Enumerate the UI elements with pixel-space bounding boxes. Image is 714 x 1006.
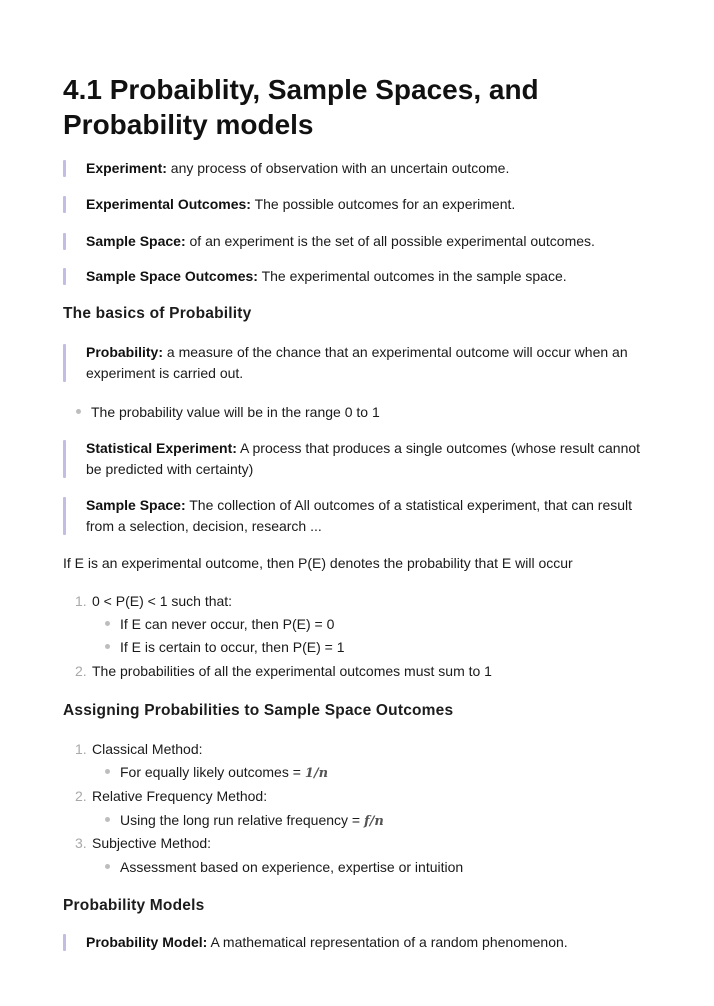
definition-term: Statistical Experiment:	[86, 440, 237, 456]
list-text: 0 < P(E) < 1 such that:	[92, 593, 233, 609]
definition-text: a measure of the chance that an experimental outcome will occur when an experiment is carried out.	[86, 344, 628, 381]
definition-term: Probability Model:	[86, 934, 208, 950]
intro-paragraph: If E is an experimental outcome, then P(E) denotes the probability that E will occur	[63, 555, 573, 571]
quote-bar	[63, 233, 66, 250]
sub-bullet	[105, 857, 463, 877]
list-text: Relative Frequency Method:	[92, 788, 268, 804]
bullet-text: Using the long run relative frequency =	[120, 812, 364, 828]
sub-bullet	[105, 762, 328, 784]
section-heading-models: Probability Models	[63, 897, 205, 914]
list-item	[75, 661, 492, 681]
bullet-dot	[105, 817, 110, 822]
definition-text: A process that produces a single outcomes (whose result cannot be predicted with certainty)	[86, 440, 641, 477]
list-item	[75, 833, 211, 853]
list-number: 1.	[75, 741, 87, 757]
definition-sample-space	[63, 231, 663, 252]
bullet-text: If E can never occur, then P(E) = 0	[120, 616, 335, 632]
page-title: 4.1 Probaiblity, Sample Spaces, and Probability models	[63, 74, 539, 140]
definition-probability-model	[63, 932, 663, 953]
definition-text: any process of observation with an uncertain outcome.	[166, 160, 510, 176]
bullet-dot	[76, 409, 81, 414]
math-formula: 1/n	[304, 766, 329, 781]
list-number: 2.	[75, 788, 87, 804]
bullet-text: For equally likely outcomes =	[120, 764, 305, 780]
list-text: Subjective Method:	[92, 835, 212, 851]
list-number: 3.	[75, 835, 87, 851]
bullet-text: If E is certain to occur, then P(E) = 1	[120, 639, 345, 655]
sub-bullet	[105, 614, 334, 634]
list-number: 1.	[75, 593, 87, 609]
definition-text: The collection of All outcomes of a statistical experiment, that can result from a selection, decision, research ...	[86, 497, 633, 534]
definition-term: Sample Space Outcomes:	[86, 268, 258, 284]
quote-bar	[63, 160, 66, 177]
list-item	[75, 739, 203, 759]
definition-experiment	[63, 158, 663, 179]
bullet-dot	[105, 864, 110, 869]
list-text: Classical Method:	[92, 741, 203, 757]
definition-probability	[63, 342, 653, 384]
quote-bar	[63, 934, 66, 951]
section-heading-assigning: Assigning Probabilities to Sample Space Outcomes	[63, 702, 454, 719]
list-text: The probabilities of all the experimental outcomes must sum to 1	[92, 663, 492, 679]
bullet-text: The probability value will be in the range 0 to 1	[91, 404, 380, 420]
section-heading-basics: The basics of Probability	[63, 305, 252, 322]
bullet-dot	[105, 621, 110, 626]
list-number: 2.	[75, 663, 87, 679]
bullet-dot	[105, 769, 110, 774]
sub-bullet	[105, 810, 384, 832]
definition-experimental-outcomes	[63, 194, 663, 215]
definition-sample-space-collection	[63, 495, 663, 537]
definition-sample-space-outcomes	[63, 266, 663, 287]
definition-term: Experiment:	[86, 160, 167, 176]
sub-bullet	[105, 637, 345, 657]
list-item	[75, 591, 232, 611]
bullet-text: Assessment based on experience, expertise or intuition	[120, 859, 464, 875]
definition-text: A mathematical representation of a random phenomenon.	[207, 934, 568, 950]
definition-term: Probability:	[86, 344, 164, 360]
math-formula: f/n	[363, 814, 384, 829]
definition-term: Sample Space:	[86, 497, 186, 513]
list-item	[75, 786, 267, 806]
bullet-dot	[105, 644, 110, 649]
definition-text: The experimental outcomes in the sample space.	[257, 268, 567, 284]
quote-bar	[63, 440, 66, 478]
definition-statistical-experiment	[63, 438, 653, 480]
quote-bar	[63, 196, 66, 213]
definition-text: The possible outcomes for an experiment.	[250, 196, 516, 212]
quote-bar	[63, 497, 66, 535]
quote-bar	[63, 268, 66, 285]
quote-bar	[63, 344, 66, 382]
definition-term: Experimental Outcomes:	[86, 196, 251, 212]
definition-term: Sample Space:	[86, 233, 186, 249]
range-bullet	[76, 402, 380, 422]
definition-text: of an experiment is the set of all possible experimental outcomes.	[185, 233, 595, 249]
